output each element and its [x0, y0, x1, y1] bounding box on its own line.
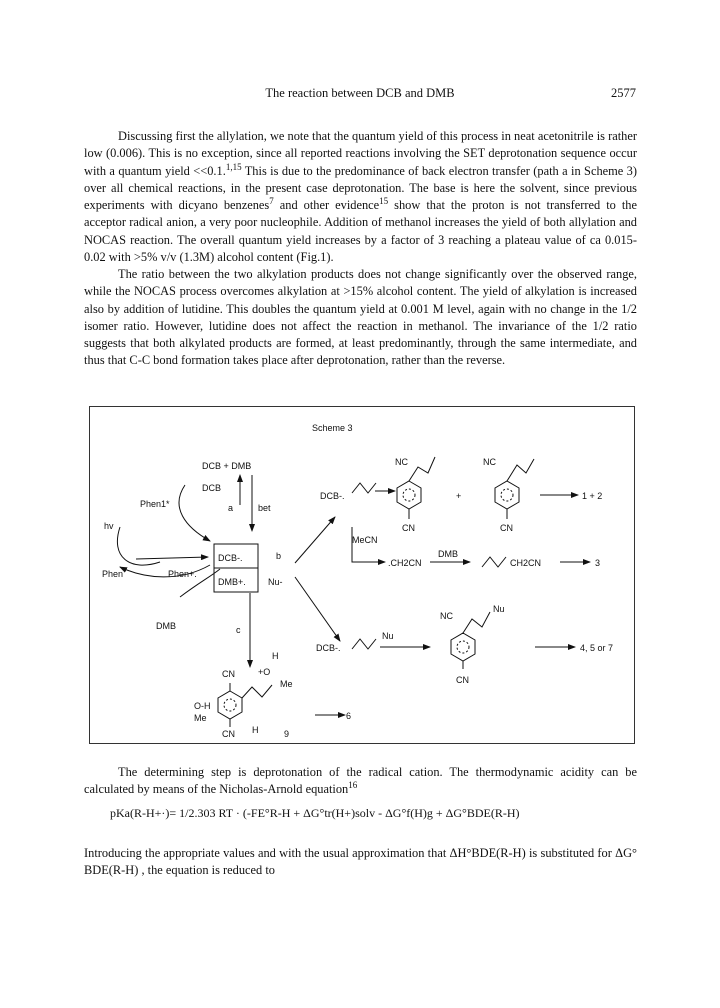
label-dmb-radical: DMB+.: [218, 577, 246, 587]
label-dcb-minus-top: DCB-.: [320, 491, 345, 501]
label-dcb-minus-bottom: DCB-.: [316, 643, 341, 653]
label-product-6: 6: [346, 711, 352, 721]
paragraph-4: [84, 845, 637, 880]
page-number: 2577: [611, 86, 636, 100]
label-ch2cn-radical: .CH2CN: [388, 558, 422, 568]
citation: 15: [379, 196, 389, 207]
label-cn-5: CN: [222, 729, 235, 739]
label-plus: +: [456, 491, 462, 501]
label-nc-1: NC: [395, 457, 408, 467]
label-mecn: MeCN: [352, 535, 378, 545]
label-product-9: 9: [284, 729, 290, 739]
running-title: The reaction between DCB and DMB: [265, 86, 455, 100]
label-o-h: O-H: [194, 701, 211, 711]
para3-text: The determining step is deprotonation of the radical cation. The thermodynamic acidity can be calculated by means of the Nicholas-Arnold equation: [84, 765, 637, 797]
citation: 7: [269, 196, 274, 207]
label-product-3: 3: [595, 558, 601, 568]
label-phen: Phen: [102, 569, 124, 579]
scheme-3-figure: [89, 406, 635, 744]
paragraph-3: [84, 764, 637, 799]
scheme-title: Scheme 3: [312, 423, 353, 433]
label-products-1-2: 1 + 2: [582, 491, 603, 501]
label-cn-3: CN: [456, 675, 469, 685]
label-o-plus: +O: [258, 667, 271, 677]
label-a: a: [228, 503, 234, 513]
label-nu-1: Nu: [382, 631, 394, 641]
para4-text: Introducing the appropriate values and with the usual approximation that ΔH°BDE(R-H) is substituted for ΔG° BDE(R-H) , the equation is reduced to: [84, 846, 637, 878]
citation: 1,15: [225, 161, 242, 172]
label-hv: hv: [104, 521, 114, 531]
scheme-diagram: [90, 407, 634, 743]
label-nu-minus: Nu-: [268, 577, 283, 587]
label-products-4-5-7: 4, 5 or 7: [580, 643, 614, 653]
label-ch2cn: CH2CN: [510, 558, 542, 568]
para1-text-c: and other evidence: [273, 198, 380, 213]
label-c: c: [236, 625, 241, 635]
para1-text-a: Discussing first the allylation, we note that the quantum yield of this process in neat acetonitrile is rather low (0.006). This is no exception, since all reported reactions involving the SET deprotonation sequence occur with a quantum yield <<0.1.: [84, 129, 637, 178]
citation: 16: [348, 780, 358, 791]
label-nc-3: NC: [440, 611, 453, 621]
label-dmb-arrow: DMB: [438, 549, 458, 559]
label-bet: bet: [258, 503, 271, 513]
label-b: b: [276, 551, 282, 561]
label-me: Me: [280, 679, 293, 689]
label-cn-4: CN: [222, 669, 235, 679]
nicholas-arnold-equation: pKa(R-H+·)= 1/2.303 RT · (-FE°R-H + ΔG°tr(H+)solv - ΔG°f(H)g + ΔG°BDE(R-H): [110, 806, 520, 820]
label-me-2: Me: [194, 713, 207, 723]
label-nu-2: Nu: [493, 604, 505, 614]
label-cn-2: CN: [500, 523, 513, 533]
label-dmb: DMB: [156, 621, 176, 631]
paragraph-1: [84, 128, 637, 266]
label-phen1: Phen1*: [140, 499, 170, 509]
label-dcb: DCB: [202, 483, 222, 493]
label-nc-2: NC: [483, 457, 496, 467]
label-dcb-dmb: DCB + DMB: [202, 461, 252, 471]
paragraph-2: [84, 266, 637, 370]
label-h-2: H: [252, 725, 259, 735]
label-phen-plus: Phen+.: [168, 569, 197, 579]
para1-text-d: show that the proton is not transferred to the acceptor radical anion, a very poor nucleophile. Addition of methanol increases the yield of both allylation and NOCAS reaction. The overall quantum yield increases by a factor of 3 reaching a plateau value of ca 0.015-0.02 with >5% v/v (1.3M) alcohol content (Fig.1).: [84, 198, 637, 265]
label-cn-1: CN: [402, 523, 415, 533]
label-h-1: H: [272, 651, 279, 661]
para1-text-b: This is due to the predominance of back electron transfer (path a in Scheme 3) over all chemical reactions, in the present case deprotonation. The base is here the solvent, since previous experiments with dicyano benzenes: [84, 163, 637, 213]
para2-text: The ratio between the two alkylation products does not change significantly over the observed range, while the NOCAS process overcomes alkylation at >15% alcohol content. The yield of alkylation is increased also by addition of lutidine. This doubles the quantum yield at 0.001 M level, again with no change in the 1/2 isomer ratio. However, lutidine does not affect the reaction in methanol. The invariance of the 1/2 ratio suggests that both alkylated products are formed, at least predominantly, through the same intermediate, and thus that C-C bond formation takes place after deprotonation, rather than the reverse.: [84, 267, 637, 368]
label-dcb-radical: DCB-.: [218, 553, 243, 563]
